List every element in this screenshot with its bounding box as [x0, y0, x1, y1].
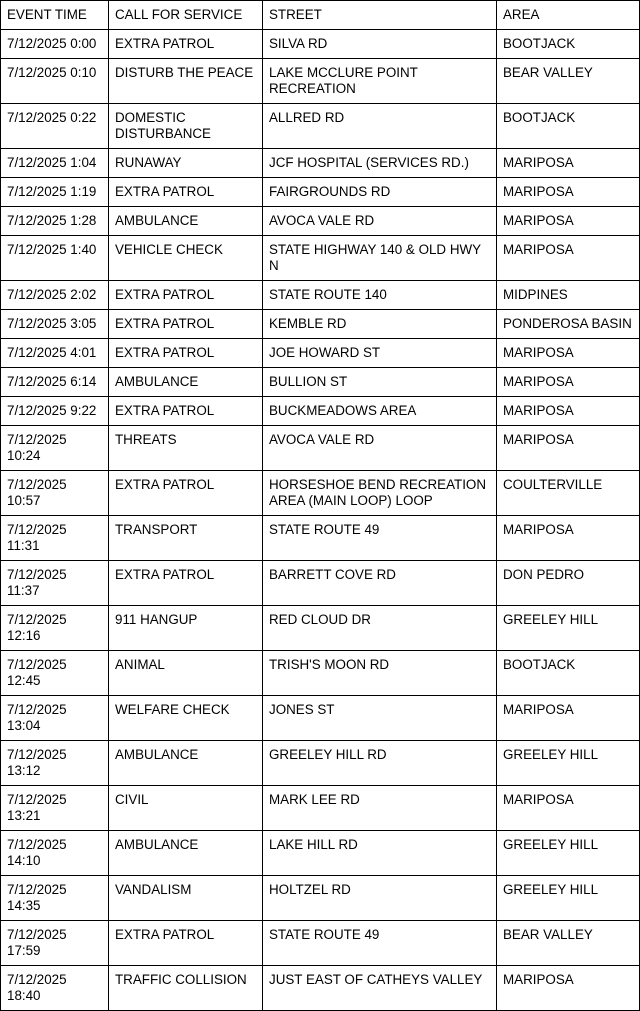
call-for-service-cell: EXTRA PATROL [109, 561, 263, 606]
table-row [1, 471, 640, 516]
event-time-cell: 7/12/2025 1:04 [1, 149, 109, 178]
call-for-service-cell: VEHICLE CHECK [109, 236, 263, 281]
area-cell: MARIPOSA [497, 966, 640, 1011]
street-cell: HOLTZEL RD [263, 876, 497, 921]
table-row [1, 339, 640, 368]
street-cell: RED CLOUD DR [263, 606, 497, 651]
area-cell: MARIPOSA [497, 149, 640, 178]
street-cell: FAIRGROUNDS RD [263, 178, 497, 207]
area-cell: MARIPOSA [497, 426, 640, 471]
call-for-service-cell: RUNAWAY [109, 149, 263, 178]
call-for-service-cell: VANDALISM [109, 876, 263, 921]
table-row [1, 104, 640, 149]
table-row [1, 310, 640, 339]
call-for-service-cell: AMBULANCE [109, 368, 263, 397]
event-time-cell: 7/12/2025 18:40 [1, 966, 109, 1011]
street-cell: KEMBLE RD [263, 310, 497, 339]
area-cell: MARIPOSA [497, 516, 640, 561]
event-time-cell: 7/12/2025 4:01 [1, 339, 109, 368]
area-cell: BEAR VALLEY [497, 59, 640, 104]
call-for-service-cell: EXTRA PATROL [109, 471, 263, 516]
area-cell: DON PEDRO [497, 561, 640, 606]
call-for-service-cell: ANIMAL [109, 651, 263, 696]
table-row [1, 207, 640, 236]
event-time-cell: 7/12/2025 2:02 [1, 281, 109, 310]
street-cell: ALLRED RD [263, 104, 497, 149]
call-for-service-cell: EXTRA PATROL [109, 310, 263, 339]
call-for-service-cell: AMBULANCE [109, 741, 263, 786]
event-time-cell: 7/12/2025 12:45 [1, 651, 109, 696]
street-cell: BARRETT COVE RD [263, 561, 497, 606]
street-cell: STATE ROUTE 49 [263, 921, 497, 966]
area-cell: PONDEROSA BASIN [497, 310, 640, 339]
street-cell: LAKE MCCLURE POINT RECREATION [263, 59, 497, 104]
street-cell: HORSESHOE BEND RECREATION AREA (MAIN LOOP) LOOP [263, 471, 497, 516]
area-cell: MIDPINES [497, 281, 640, 310]
area-cell: BOOTJACK [497, 104, 640, 149]
table-row [1, 368, 640, 397]
area-cell: MARIPOSA [497, 397, 640, 426]
call-for-service-cell: CIVIL [109, 786, 263, 831]
table-row [1, 786, 640, 831]
event-time-cell: 7/12/2025 0:10 [1, 59, 109, 104]
table-body [1, 30, 640, 1011]
call-for-service-cell: EXTRA PATROL [109, 921, 263, 966]
area-cell: MARIPOSA [497, 696, 640, 741]
call-for-service-cell: DOMESTIC DISTURBANCE [109, 104, 263, 149]
header-street: STREET [263, 1, 497, 30]
call-for-service-cell: EXTRA PATROL [109, 397, 263, 426]
street-cell: BUCKMEADOWS AREA [263, 397, 497, 426]
area-cell: MARIPOSA [497, 207, 640, 236]
table-row [1, 281, 640, 310]
area-cell: MARIPOSA [497, 236, 640, 281]
street-cell: TRISH'S MOON RD [263, 651, 497, 696]
street-cell: JUST EAST OF CATHEYS VALLEY [263, 966, 497, 1011]
area-cell: MARIPOSA [497, 178, 640, 207]
event-time-cell: 7/12/2025 1:40 [1, 236, 109, 281]
event-time-cell: 7/12/2025 9:22 [1, 397, 109, 426]
event-time-cell: 7/12/2025 6:14 [1, 368, 109, 397]
street-cell: STATE ROUTE 140 [263, 281, 497, 310]
table-row [1, 59, 640, 104]
header-row [1, 1, 640, 30]
street-cell: BULLION ST [263, 368, 497, 397]
area-cell: GREELEY HILL [497, 741, 640, 786]
event-time-cell: 7/12/2025 11:31 [1, 516, 109, 561]
street-cell: JOE HOWARD ST [263, 339, 497, 368]
event-time-cell: 7/12/2025 10:24 [1, 426, 109, 471]
table-row [1, 516, 640, 561]
event-time-cell: 7/12/2025 13:04 [1, 696, 109, 741]
street-cell: JCF HOSPITAL (SERVICES RD.) [263, 149, 497, 178]
street-cell: AVOCA VALE RD [263, 207, 497, 236]
area-cell: GREELEY HILL [497, 876, 640, 921]
area-cell: MARIPOSA [497, 786, 640, 831]
table-row [1, 30, 640, 59]
area-cell: MARIPOSA [497, 368, 640, 397]
street-cell: STATE HIGHWAY 140 & OLD HWY N [263, 236, 497, 281]
call-for-service-cell: EXTRA PATROL [109, 339, 263, 368]
street-cell: STATE ROUTE 49 [263, 516, 497, 561]
call-for-service-cell: THREATS [109, 426, 263, 471]
table-row [1, 876, 640, 921]
event-time-cell: 7/12/2025 14:10 [1, 831, 109, 876]
table-row [1, 178, 640, 207]
area-cell: COULTERVILLE [497, 471, 640, 516]
event-time-cell: 7/12/2025 13:12 [1, 741, 109, 786]
table-row [1, 236, 640, 281]
area-cell: BOOTJACK [497, 651, 640, 696]
table-row [1, 606, 640, 651]
header-event-time: EVENT TIME [1, 1, 109, 30]
table-row [1, 561, 640, 606]
event-time-cell: 7/12/2025 12:16 [1, 606, 109, 651]
area-cell: MARIPOSA [497, 339, 640, 368]
table-row [1, 397, 640, 426]
area-cell: GREELEY HILL [497, 831, 640, 876]
header-area: AREA [497, 1, 640, 30]
table-row [1, 651, 640, 696]
table-row [1, 149, 640, 178]
event-time-cell: 7/12/2025 3:05 [1, 310, 109, 339]
call-for-service-cell: EXTRA PATROL [109, 281, 263, 310]
event-time-cell: 7/12/2025 14:35 [1, 876, 109, 921]
street-cell: LAKE HILL RD [263, 831, 497, 876]
table-row [1, 921, 640, 966]
street-cell: GREELEY HILL RD [263, 741, 497, 786]
area-cell: BEAR VALLEY [497, 921, 640, 966]
area-cell: BOOTJACK [497, 30, 640, 59]
event-time-cell: 7/12/2025 13:21 [1, 786, 109, 831]
call-for-service-cell: AMBULANCE [109, 207, 263, 236]
area-cell: GREELEY HILL [497, 606, 640, 651]
call-for-service-cell: DISTURB THE PEACE [109, 59, 263, 104]
call-for-service-cell: TRAFFIC COLLISION [109, 966, 263, 1011]
call-for-service-cell: EXTRA PATROL [109, 30, 263, 59]
event-time-cell: 7/12/2025 1:19 [1, 178, 109, 207]
call-for-service-cell: EXTRA PATROL [109, 178, 263, 207]
street-cell: JONES ST [263, 696, 497, 741]
event-time-cell: 7/12/2025 17:59 [1, 921, 109, 966]
table-row [1, 426, 640, 471]
table-row [1, 741, 640, 786]
table-row [1, 966, 640, 1011]
call-for-service-cell: 911 HANGUP [109, 606, 263, 651]
event-time-cell: 7/12/2025 11:37 [1, 561, 109, 606]
street-cell: SILVA RD [263, 30, 497, 59]
event-time-cell: 7/12/2025 1:28 [1, 207, 109, 236]
street-cell: AVOCA VALE RD [263, 426, 497, 471]
event-time-cell: 7/12/2025 0:00 [1, 30, 109, 59]
street-cell: MARK LEE RD [263, 786, 497, 831]
event-time-cell: 7/12/2025 0:22 [1, 104, 109, 149]
call-for-service-cell: TRANSPORT [109, 516, 263, 561]
table-row [1, 831, 640, 876]
header-call-for-service: CALL FOR SERVICE [109, 1, 263, 30]
table-row [1, 696, 640, 741]
event-time-cell: 7/12/2025 10:57 [1, 471, 109, 516]
call-for-service-cell: WELFARE CHECK [109, 696, 263, 741]
call-for-service-cell: AMBULANCE [109, 831, 263, 876]
